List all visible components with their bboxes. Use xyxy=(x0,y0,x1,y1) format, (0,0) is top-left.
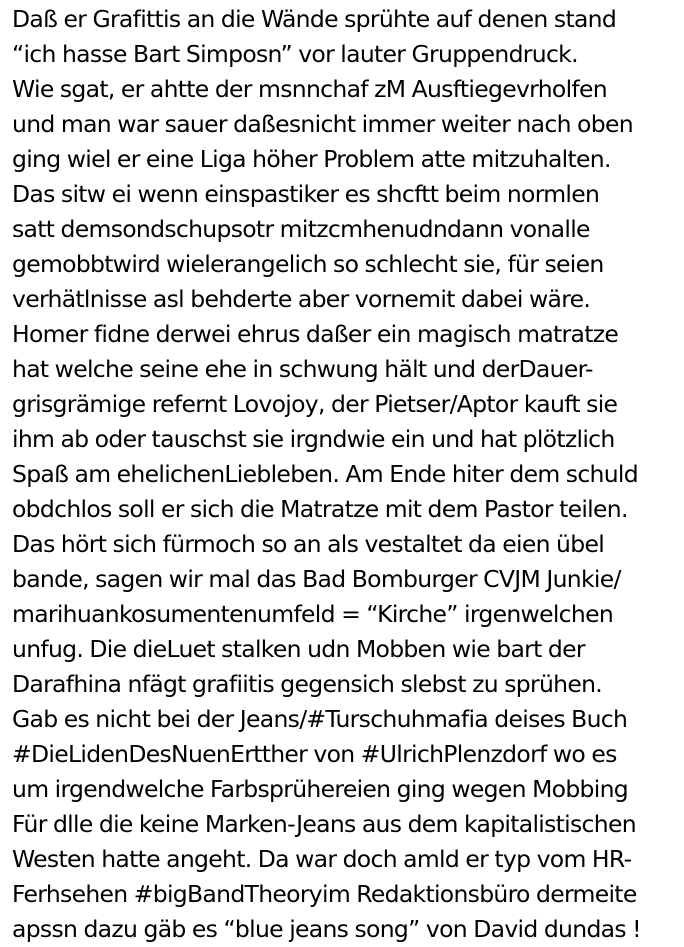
text-line-13: ihm ab oder tauschst sie irgndwie ein und hat plötzlich xyxy=(12,425,615,453)
text-line-25: Westen hatte angeht. Da war doch amld er typ vom HR- xyxy=(12,845,632,873)
text-line-1: Daß er Grafittis an die Wände sprühte auf denen stand xyxy=(12,5,617,33)
text-line-18: marihuankosumentenumfeld = “Kirche” irgenwelchen xyxy=(12,600,614,628)
text-line-21: Gab es nicht bei der Jeans/#Turschuhmafia deises Buch xyxy=(12,705,628,733)
text-line-2: “ich hasse Bart Simposn” vor lauter Gruppendruck. xyxy=(12,40,578,68)
text-line-16: Das hört sich fürmoch so an als vestaltet da eien übel xyxy=(12,530,605,558)
text-line-20: Darafhina nfägt grafiitis gegensich slebst zu sprühen. xyxy=(12,670,603,698)
text-line-15: obdchlos soll er sich die Matratze mit dem Pastor teilen. xyxy=(12,495,628,523)
text-line-17: bande, sagen wir mal das Bad Bomburger CVJM Junkie/ xyxy=(12,565,621,593)
text-line-4: und man war sauer daßesnicht immer weiter nach oben xyxy=(12,110,633,138)
text-line-9: verhätlnisse asl behderte aber vornemit dabei wäre. xyxy=(12,285,591,313)
text-line-7: satt demsondschupsotr mitzcmhenudndann vonalle xyxy=(12,215,590,243)
text-line-6: Das sitw ei wenn einspastiker es shcftt beim normlen xyxy=(12,180,600,208)
text-line-3: Wie sgat, er ahtte der msnnchaf zM Ausftiegevrholfen xyxy=(12,75,607,103)
text-line-27: apssn dazu gäb es “blue jeans song” von David dundas ! xyxy=(12,915,641,943)
text-line-5: ging wiel er eine Liga höher Problem atte mitzuhalten. xyxy=(12,145,611,173)
text-line-12: grisgrämige refernt Lovojoy, der Pietser/Aptor kauft sie xyxy=(12,390,618,418)
text-line-10: Homer fidne derwei ehrus daßer ein magisch matratze xyxy=(12,320,619,348)
text-line-8: gemobbtwird wielerangelich so schlecht sie, für seien xyxy=(12,250,604,278)
text-line-24: Für dlle die keine Marken-Jeans aus dem kapitalistischen xyxy=(12,810,636,838)
text-line-14: Spaß am ehelichenLiebleben. Am Ende hiter dem schuld xyxy=(12,460,638,488)
text-line-22: #DieLidenDesNuenErtther von #UlrichPlenzdorf wo es xyxy=(12,740,617,768)
text-line-11: hat welche seine ehe in schwung hält und derDauer- xyxy=(12,355,593,383)
text-line-23: um irgendwelche Farbsprühereien ging wegen Mobbing xyxy=(12,775,629,803)
text-line-19: unfug. Die dieLuet stalken udn Mobben wie bart der xyxy=(12,635,585,663)
body-text xyxy=(12,2,680,947)
text-line-26: Ferhsehen #bigBandTheoryim Redaktionsbüro dermeite xyxy=(12,880,637,908)
